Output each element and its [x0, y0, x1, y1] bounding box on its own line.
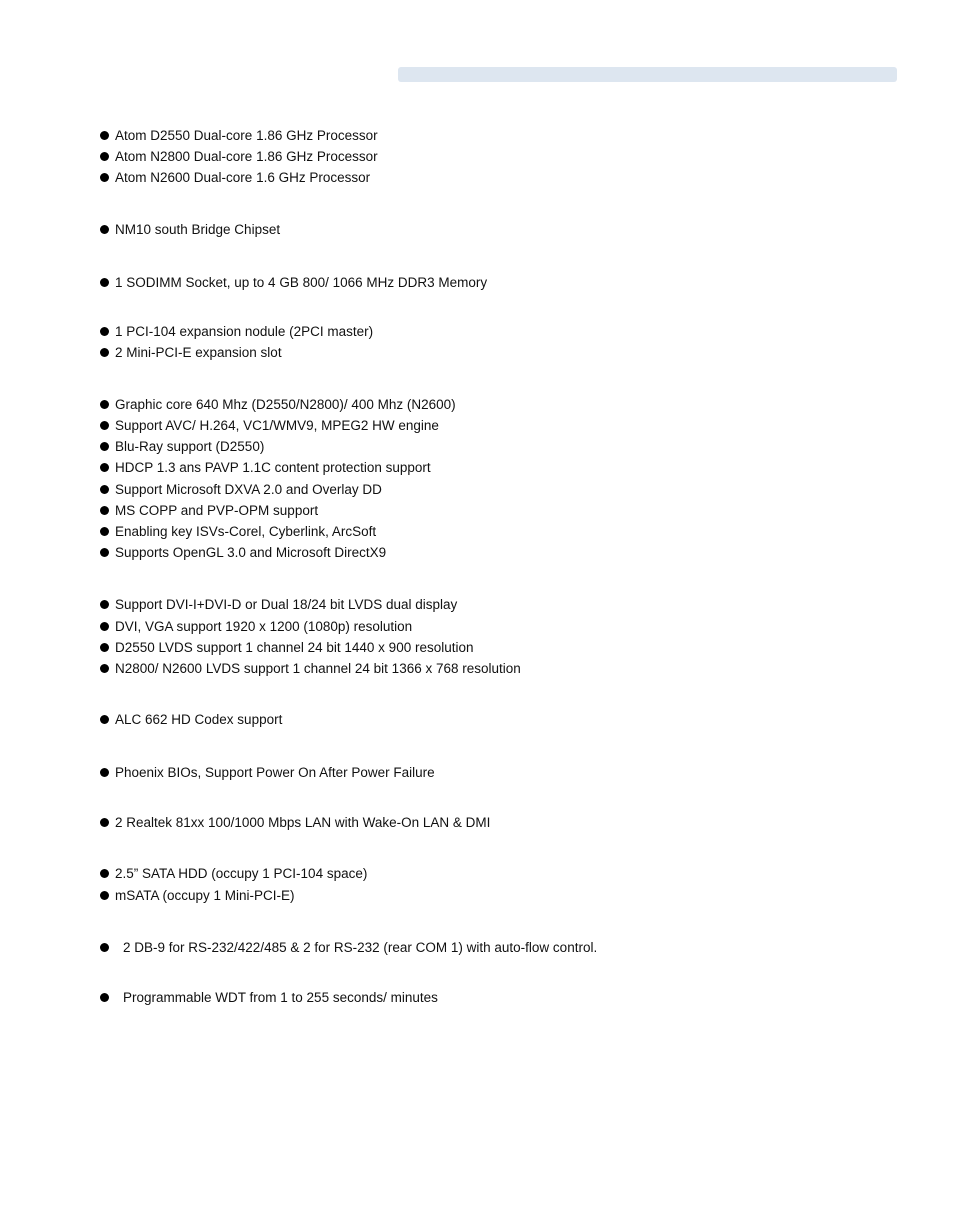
bullet-icon [100, 506, 109, 515]
spec-text: 1 SODIMM Socket, up to 4 GB 800/ 1066 MHz DDR3 Memory [115, 275, 488, 290]
spec-text: Atom N2800 Dual-core 1.86 GHz Processor [115, 149, 378, 164]
spec-item [100, 864, 367, 884]
bullet-icon [100, 173, 109, 182]
spec-item [100, 659, 521, 679]
spec-item [100, 813, 490, 833]
spec-item [100, 458, 431, 478]
bullet-icon [100, 600, 109, 609]
bullet-icon [100, 548, 109, 557]
bullet-icon [100, 152, 109, 161]
bullet-icon [100, 400, 109, 409]
spec-item [100, 543, 386, 563]
bullet-icon [100, 622, 109, 631]
bullet-icon [100, 485, 109, 494]
bullet-icon [100, 643, 109, 652]
spec-item [100, 322, 373, 342]
spec-text: Atom D2550 Dual-core 1.86 GHz Processor [115, 128, 378, 143]
bullet-icon [100, 527, 109, 536]
spec-text: NM10 south Bridge Chipset [115, 222, 281, 237]
bullet-icon [100, 891, 109, 900]
spec-item [100, 638, 474, 658]
bullet-icon [100, 348, 109, 357]
spec-text: 2.5” SATA HDD (occupy 1 PCI-104 space) [115, 866, 368, 881]
bullet-icon [100, 943, 109, 952]
bullet-icon [100, 715, 109, 724]
spec-text: Graphic core 640 Mhz (D2550/N2800)/ 400 Mhz (N2600) [115, 397, 456, 412]
spec-item [100, 501, 318, 521]
spec-item [100, 343, 282, 363]
spec-text: Enabling key ISVs-Corel, Cyberlink, ArcSoft [115, 524, 377, 539]
spec-text: HDCP 1.3 ans PAVP 1.1C content protection support [115, 460, 431, 475]
bullet-icon [100, 664, 109, 673]
spec-item [100, 988, 438, 1008]
spec-text: Supports OpenGL 3.0 and Microsoft DirectX9 [115, 545, 387, 560]
bullet-icon [100, 225, 109, 234]
spec-item [100, 416, 439, 436]
bullet-icon [100, 818, 109, 827]
spec-item [100, 395, 456, 415]
bullet-icon [100, 327, 109, 336]
spec-item [100, 617, 412, 637]
spec-text: 2 DB-9 for RS-232/422/485 & 2 for RS-232 (rear COM 1) with auto-flow control. [123, 940, 598, 955]
bullet-icon [100, 421, 109, 430]
spec-text: Support AVC/ H.264, VC1/WMV9, MPEG2 HW engine [115, 418, 439, 433]
spec-text: ALC 662 HD Codex support [115, 712, 283, 727]
bullet-icon [100, 993, 109, 1002]
spec-text: D2550 LVDS support 1 channel 24 bit 1440 x 900 resolution [115, 640, 474, 655]
spec-text: N2800/ N2600 LVDS support 1 channel 24 bit 1366 x 768 resolution [115, 661, 521, 676]
bullet-icon [100, 131, 109, 140]
bullet-icon [100, 768, 109, 777]
spec-text: Programmable WDT from 1 to 255 seconds/ minutes [123, 990, 438, 1005]
spec-text: Phoenix BIOs, Support Power On After Power Failure [115, 765, 435, 780]
spec-list [100, 0, 880, 1232]
bullet-icon [100, 278, 109, 287]
spec-text: 2 Mini-PCI-E expansion slot [115, 345, 282, 360]
spec-item [100, 763, 435, 783]
spec-item [100, 273, 487, 293]
spec-text: Support Microsoft DXVA 2.0 and Overlay DD [115, 482, 382, 497]
spec-text: Support DVI-I+DVI-D or Dual 18/24 bit LVDS dual display [115, 597, 458, 612]
spec-item [100, 168, 370, 188]
spec-text: Blu-Ray support (D2550) [115, 439, 265, 454]
spec-item [100, 595, 457, 615]
spec-text: Atom N2600 Dual-core 1.6 GHz Processor [115, 170, 371, 185]
spec-item [100, 938, 597, 958]
spec-text: 1 PCI-104 expansion nodule (2PCI master) [115, 324, 374, 339]
spec-text: DVI, VGA support 1920 x 1200 (1080p) resolution [115, 619, 413, 634]
bullet-icon [100, 463, 109, 472]
bullet-icon [100, 869, 109, 878]
bullet-icon [100, 442, 109, 451]
spec-item [100, 437, 264, 457]
spec-item [100, 480, 382, 500]
spec-item [100, 147, 378, 167]
spec-text: MS COPP and PVP-OPM support [115, 503, 319, 518]
spec-item [100, 886, 295, 906]
spec-item [100, 710, 282, 730]
spec-text: mSATA (occupy 1 Mini-PCI-E) [115, 888, 295, 903]
spec-item [100, 522, 376, 542]
spec-item [100, 220, 280, 240]
spec-item [100, 126, 378, 146]
spec-text: 2 Realtek 81xx 100/1000 Mbps LAN with Wake-On LAN & DMI [115, 815, 491, 830]
